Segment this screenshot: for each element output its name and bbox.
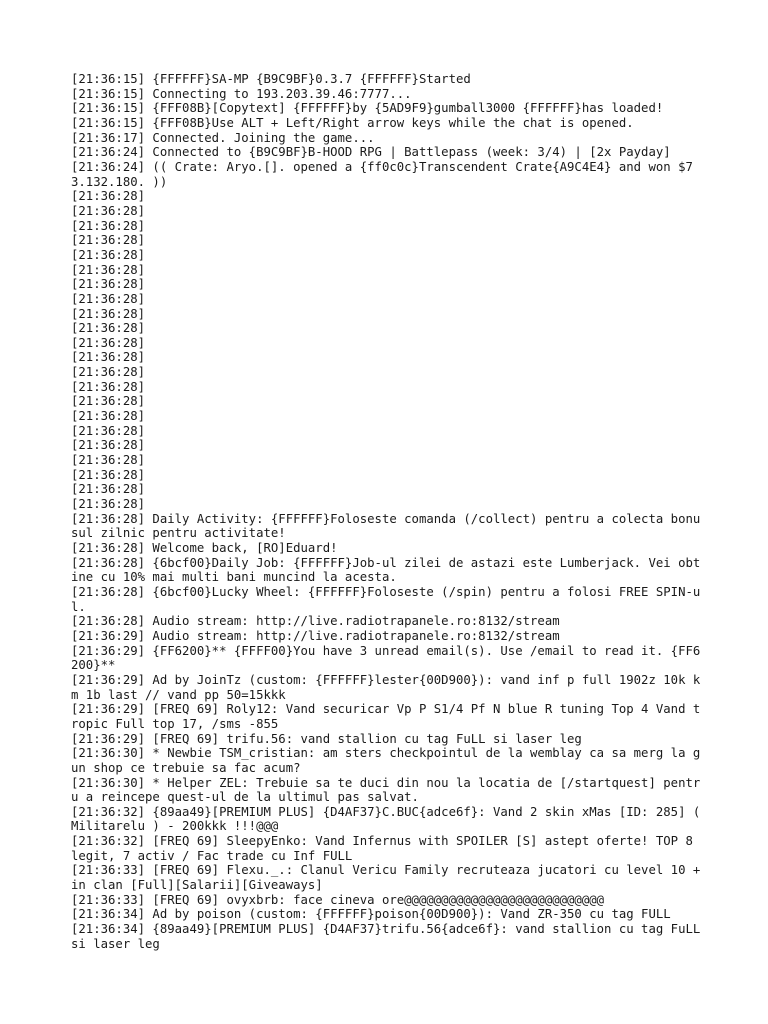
log-line: [21:36:33] [FREQ 69] Flexu._.: Clanul Vericu Family recruteaza jucatori cu level 10 + in clan [Full][Salarii][Giveaways] (71, 863, 708, 893)
log-line: [21:36:28] (71, 497, 146, 512)
log-line: [21:36:34] Ad by poison (custom: {FFFFFF}poison{00D900}): Vand ZR-350 cu tag FULL (71, 907, 671, 922)
log-line: [21:36:28] (71, 262, 146, 277)
log-line: [21:36:32] {89aa49}[PREMIUM PLUS] {D4AF37}C.BUC{adce6f}: Vand 2 skin xMas [ID: 285] ( Militarelu ) - 200kkk !!!@@@ (71, 804, 708, 834)
log-line: [21:36:28] (71, 379, 146, 394)
log-line: [21:36:29] {FF6200}** {FFFF00}You have 3 unread email(s). Use /email to read it. {FF6200}** (71, 643, 701, 673)
log-line: [21:36:28] (71, 189, 146, 204)
log-line: [21:36:15] {FFF08B}[Copytext] {FFFFFF}by {5AD9F9}gumball3000 {FFFFFF}has loaded! (71, 101, 664, 116)
log-line: [21:36:28] (71, 203, 146, 218)
log-line: [21:36:29] Ad by JoinTz (custom: {FFFFFF}lester{00D900}): vand inf p full 1902z 10k km 1b last // vand pp 50=15kkk (71, 672, 701, 702)
log-line: [21:36:30] * Helper ZEL: Trebuie sa te duci din nou la locatia de [/startquest] pentru a reincepe quest-ul de la ultimul pas salvat. (71, 775, 701, 805)
log-line: [21:36:28] (71, 453, 146, 468)
log-line: [21:36:24] (( Crate: Aryo.[]. opened a {ff0c0c}Transcendent Crate{A9C4E4} and won $73.132.180. )) (71, 159, 693, 189)
log-line: [21:36:28] Audio stream: http://live.radiotrapanele.ro:8132/stream (71, 614, 560, 629)
log-line: [21:36:28] {6bcf00}Daily Job: {FFFFFF}Job-ul zilei de astazi este Lumberjack. Vei obtine cu 10% mai multi bani muncind la acesta. (71, 555, 701, 585)
log-line: [21:36:32] [FREQ 69] SleepyEnko: Vand Infernus with SPOILER [S] astept oferte! TOP 8 legit, 7 activ / Fac trade cu Inf FULL (71, 834, 701, 863)
log-line: [21:36:28] Welcome back, [RO]Eduard! (71, 541, 338, 555)
log-line: [21:36:28] (71, 321, 146, 336)
log-line: [21:36:29] Audio stream: http://live.radiotrapanele.ro:8132/stream (71, 628, 560, 643)
log-line: [21:36:28] (71, 467, 146, 482)
log-line: [21:36:28] Daily Activity: {FFFFFF}Foloseste comanda (/collect) pentru a colecta bonusul zilnic pentru activitate! (71, 511, 701, 541)
log-line: [21:36:28] (71, 394, 146, 409)
log-line: [21:36:28] (71, 277, 146, 292)
log-line: [21:36:28] (71, 423, 146, 438)
log-line: [21:36:15] {FFF08B}Use ALT + Left/Right arrow keys while the chat is opened. (71, 115, 634, 130)
chatlog-document (71, 72, 708, 951)
log-line: [21:36:28] (71, 409, 146, 424)
log-line: [21:36:28] (71, 291, 146, 306)
log-line: [21:36:28] {6bcf00}Lucky Wheel: {FFFFFF}Foloseste (/spin) pentru a folosi FREE SPIN-ul. (71, 584, 701, 614)
log-line: [21:36:28] (71, 233, 146, 248)
log-line: [21:36:28] (71, 350, 146, 365)
log-line: [21:36:30] * Newbie TSM_cristian: am sters checkpointul de la wemblay ca sa merg la gun shop ce trebuie sa fac acum? (71, 746, 701, 775)
log-line: [21:36:28] (71, 335, 146, 350)
log-line: [21:36:29] [FREQ 69] Roly12: Vand securicar Vp P S1/4 Pf N blue R tuning Top 4 Vand tropic Full top 17, /sms -855 (71, 702, 701, 731)
log-line: [21:36:29] [FREQ 69] trifu.56: vand stallion cu tag FuLL si laser leg (71, 731, 582, 746)
log-line: [21:36:15] {FFFFFF}SA-MP {B9C9BF}0.3.7 {FFFFFF}Started (71, 72, 471, 86)
log-line: [21:36:28] (71, 482, 146, 497)
log-line: [21:36:17] Connected. Joining the game... (71, 130, 375, 145)
log-line: [21:36:15] Connecting to 193.203.39.46:7777... (71, 86, 412, 101)
log-line: [21:36:34] {89aa49}[PREMIUM PLUS] {D4AF37}trifu.56{adce6f}: vand stallion cu tag FuLL si laser leg (71, 922, 708, 951)
log-line: [21:36:28] (71, 306, 146, 321)
log-line: [21:36:28] (71, 365, 146, 380)
log-line: [21:36:28] (71, 247, 146, 262)
log-line: [21:36:28] (71, 218, 146, 233)
log-line: [21:36:33] [FREQ 69] ovyxbrb: face cineva ore@@@@@@@@@@@@@@@@@@@@@@@@@@@ (71, 892, 605, 907)
log-line: [21:36:28] (71, 438, 146, 453)
log-line: [21:36:24] Connected to {B9C9BF}B-HOOD RPG | Battlepass (week: 3/4) | [2x Payday] (71, 145, 671, 160)
